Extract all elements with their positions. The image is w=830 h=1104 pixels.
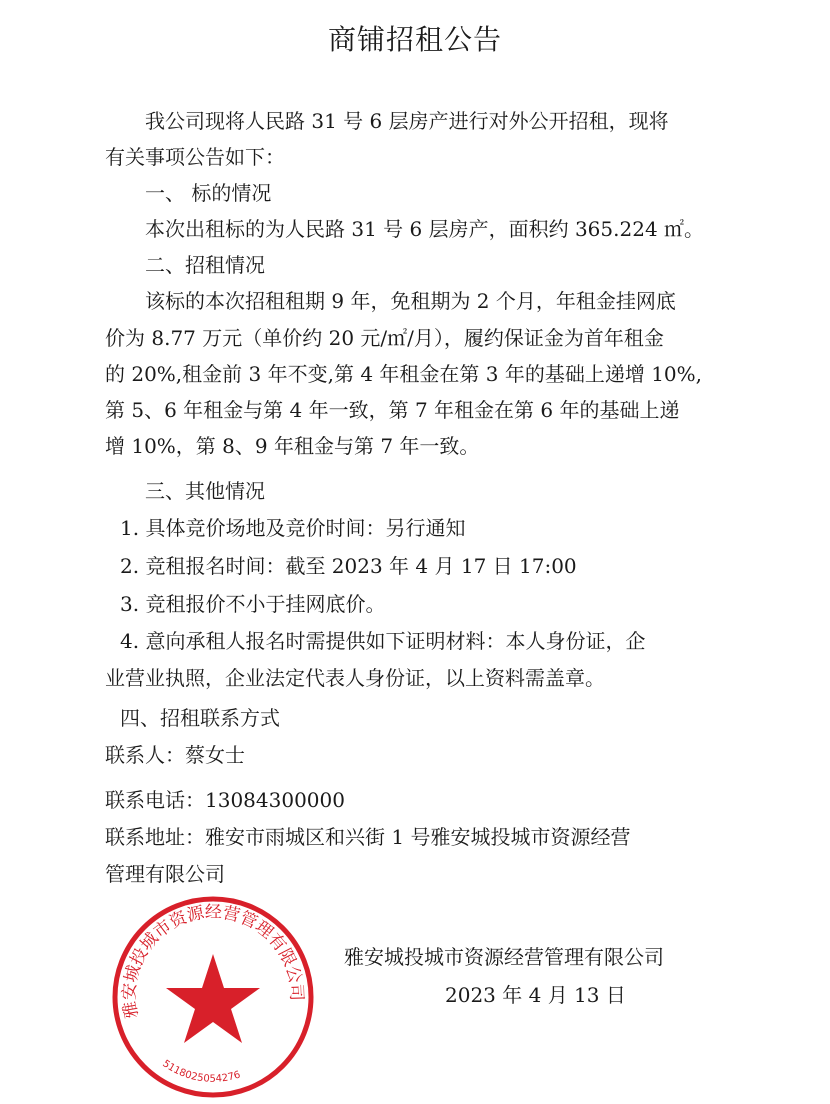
page-title: 商铺招租公告 xyxy=(327,23,502,56)
section-heading: 一、 标的情况 xyxy=(145,181,272,205)
list-item: 3. 竞租报价不小于挂网底价。 xyxy=(120,592,386,616)
list-item: 4. 意向承租人报名时需提供如下证明材料：本人身份证，企 xyxy=(120,629,646,653)
contact-address: 联系地址：雅安市雨城区和兴街 1 号雅安城投城市资源经营 xyxy=(105,825,631,849)
star-icon xyxy=(166,954,260,1043)
contact-address: 管理有限公司 xyxy=(105,862,225,886)
paragraph-line: 第 5、6 年租金与第 4 年一致，第 7 年租金在第 6 年的基础上递 xyxy=(105,398,680,422)
seal-code: 5118025054276 xyxy=(160,1058,242,1085)
intro-line: 有关事项公告如下： xyxy=(105,145,285,169)
list-item: 业营业执照，企业法定代表人身份证，以上资料需盖章。 xyxy=(105,666,605,690)
section-heading: 二、招租情况 xyxy=(145,253,265,277)
paragraph-line: 本次出租标的为人民路 31 号 6 层房产，面积约 365.224 ㎡。 xyxy=(145,217,705,241)
paragraph-line: 的 20%,租金前 3 年不变,第 4 年租金在第 3 年的基础上递增 10%, xyxy=(105,362,703,386)
section-heading: 四、招租联系方式 xyxy=(120,706,280,730)
paragraph-line: 该标的本次招租租期 9 年，免租期为 2 个月，年租金挂网底 xyxy=(145,289,676,313)
contact-phone: 联系电话：13084300000 xyxy=(105,788,345,812)
intro-line: 我公司现将人民路 31 号 6 层房产进行对外公开招租，现将 xyxy=(145,109,669,133)
seal-text: 雅安城投城市资源经营管理有限公司 xyxy=(119,902,307,1020)
paragraph-line: 增 10%，第 8、9 年租金与第 7 年一致。 xyxy=(105,434,480,458)
list-item: 2. 竞租报名时间：截至 2023 年 4 月 17 日 17:00 xyxy=(120,554,577,578)
section-heading: 三、其他情况 xyxy=(145,479,265,503)
company-seal-stamp xyxy=(108,892,318,1102)
signature-company: 雅安城投城市资源经营管理有限公司 xyxy=(344,945,664,969)
list-item: 1. 具体竞价场地及竞价时间：另行通知 xyxy=(120,516,466,540)
signature-date: 2023 年 4 月 13 日 xyxy=(445,983,626,1007)
paragraph-line: 价为 8.77 万元（单价约 20 元/㎡/月），履约保证金为首年租金 xyxy=(105,326,664,350)
contact-person: 联系人：蔡女士 xyxy=(105,743,245,767)
